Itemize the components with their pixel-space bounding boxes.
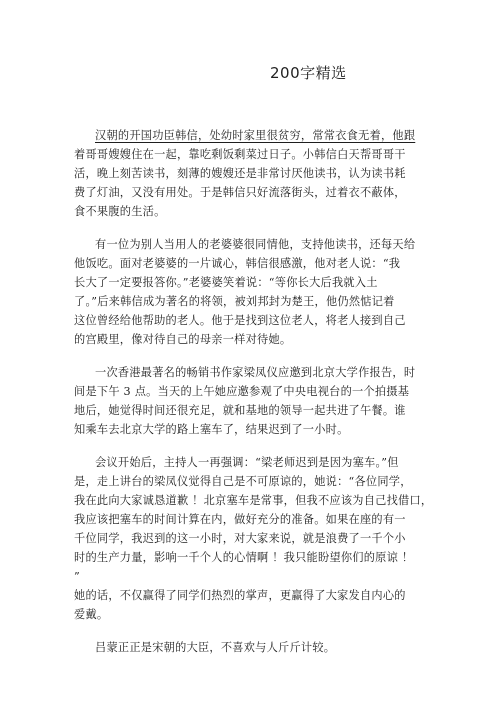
text-line: 是，走上讲台的梁凤仪觉得自己是不可原谅的，她说：“各位同学，: [74, 475, 412, 488]
text-line: 的宫殿里，像对待自己的母亲一样对待她。: [74, 333, 292, 346]
text-line: 了。”后来韩信成为著名的将领，被刘邦封为楚王，他仍然惦记着: [74, 295, 395, 308]
text-line: 有一位为别人当用人的老婆婆很同情他，支持他读书，还每天给: [95, 238, 416, 251]
text-line: 费了灯油，又没有用处。于是韩信只好流落街头，过着衣不蔽体，: [74, 186, 406, 199]
text-line: 她的话，不仅赢得了同学们热烈的掌声，更赢得了大家发自内心的: [74, 589, 406, 602]
text-line: 活，晚上刻苦读书，刻薄的嫂嫂还是非常讨厌他读书，认为读书耗: [74, 167, 406, 180]
text-line: 时的生产力量，影响一千个人的心情啊 ！我只能盼望你们的原谅 ！: [74, 551, 414, 564]
paragraph-5: [74, 638, 424, 657]
text-line: 地后，她觉得时间还很充足，就和基地的领导一起共进了午餐。谁: [74, 404, 406, 417]
text-line: 会议开始后，主持人一再强调：“梁老师迟到是因为塞车。”但: [95, 456, 399, 469]
text-line: 汉朝的开国功臣韩信，处幼时家里很贫穷，常常衣食无着，他跟: [95, 129, 416, 142]
text-line: 知乘车去北京大学的路上塞车了，结果迟到了一小时。: [74, 423, 349, 436]
paragraph-1: [74, 126, 424, 221]
text-line: 我应该把塞车的时间计算在内，做好充分的准备。如果在座的有一: [74, 513, 406, 526]
text-line: 长大了一定要报答你。”老婆婆笑着说：“等你长大后我就入土: [74, 276, 378, 289]
text-line: 食不果腹的生活。: [74, 205, 166, 218]
text-line: ”: [74, 570, 80, 583]
text-line: 间是下午 3 点。当天的上午她应邀参观了中央电视台的一个拍摄基: [74, 385, 410, 398]
text-line: 一次香港最著名的畅销书作家梁凤仪应邀到北京大学作报告，时: [95, 366, 416, 379]
text-line: 吕蒙正正是宋朝的大臣，不喜欢与人斤斤计较。: [95, 641, 336, 654]
text-line: 这位曾经给他帮助的老人。他于是找到这位老人，将老人接到自己: [74, 314, 406, 327]
article-body: [74, 126, 433, 671]
paragraph-4: [74, 453, 433, 624]
paragraph-2: [74, 235, 424, 349]
text-line: 爱戴。: [74, 608, 109, 621]
text-line: 他饭吃。面对老婆婆的一片诚心，韩信很感激，他对老人说：“我: [74, 257, 401, 270]
text-line: 着哥哥嫂嫂住在一起，靠吃剩饭剩菜过日子。小韩信白天帮哥哥干: [74, 148, 406, 161]
page-title: 200字精选: [270, 64, 347, 82]
paragraph-3: [74, 363, 424, 439]
text-line: 我在此向大家诚恳道歉 ！北京塞车是常事，但我不应该为自己找借口，: [74, 494, 433, 507]
text-line: 千位同学，我迟到的这一小时，对大家来说，就是浪费了一千个小: [74, 532, 406, 545]
